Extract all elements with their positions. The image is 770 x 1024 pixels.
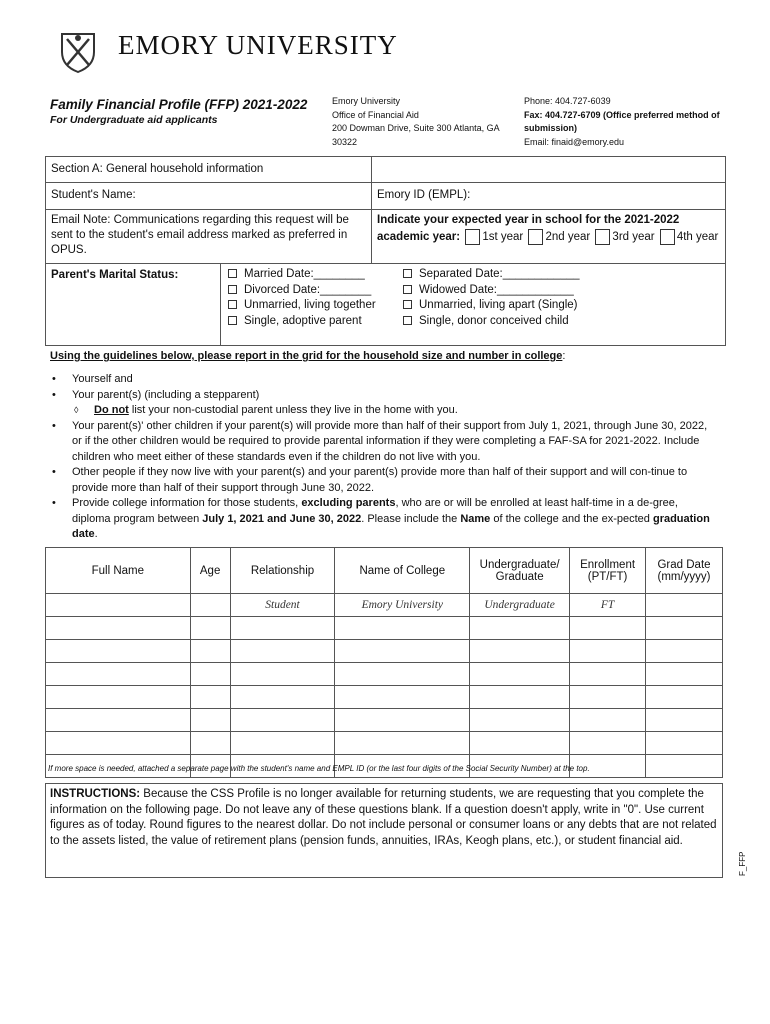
- office-contact: Phone: 404.727-6039 Fax: 404.727-6709 (Office preferred method of submission) Email: finaid@emory.edu: [524, 96, 720, 147]
- guidelines-list: [50, 372, 710, 543]
- year-in-school-cell: [371, 209, 726, 264]
- guideline-subitem: ◊ Do not list your non-custodial parent unless they live in the home with you.: [50, 403, 710, 419]
- office-address: Emory University Office of Financial Aid 200 Dowman Drive, Suite 300 Atlanta, GA 30322: [332, 96, 500, 147]
- col-relationship: Relationship: [230, 548, 335, 594]
- email-note: Email Note: Communications regarding this request will be sent to the student's email address marked as preferred in OPUS.: [51, 214, 349, 256]
- col-level: Undergraduate/ Graduate: [470, 548, 570, 594]
- marital-unmarried-apart[interactable]: Unmarried, living apart (Single): [403, 298, 580, 314]
- marital-separated[interactable]: Separated Date:____________: [403, 267, 580, 283]
- form-title: Family Financial Profile (FFP) 2021-2022: [50, 97, 308, 112]
- guideline-item: • Your parent(s)' other children if your parent(s) will provide more than half of their support from July 1, 2021, through June 30, 2022, or if the other children would be required to provide parental information if they were completing a FAF-SA for 2021-2022. Include children who meet either of these standards even if the children do not live with you.: [50, 419, 710, 466]
- year-4-checkbox[interactable]: [660, 229, 675, 245]
- marital-widowed[interactable]: Widowed Date:____________: [403, 283, 580, 299]
- table-header-row: [46, 548, 723, 594]
- marital-divorced[interactable]: Divorced Date:________: [228, 283, 376, 299]
- table-cell[interactable]: Undergraduate: [470, 594, 570, 617]
- section-a-heading: Section A: General household information: [51, 163, 264, 175]
- guideline-item: • Your parent(s) (including a stepparent): [50, 388, 710, 404]
- marital-status-cell: [45, 263, 726, 346]
- instructions-box: [45, 783, 723, 878]
- table-row-example: [46, 594, 723, 617]
- marital-single-donor[interactable]: Single, donor conceived child: [403, 314, 580, 330]
- marital-single-adoptive[interactable]: Single, adoptive parent: [228, 314, 376, 330]
- table-cell[interactable]: [46, 594, 191, 617]
- emory-shield-logo: [58, 30, 98, 74]
- guideline-item: • Other people if they now live with your parent(s) and your parent(s) provide more than half of their support and will con-tinue to provide more than half of their support through June 30, 2022.: [50, 465, 710, 496]
- table-row: [46, 709, 723, 732]
- col-college: Name of College: [335, 548, 470, 594]
- table-row: [46, 686, 723, 709]
- student-name-field[interactable]: Student's Name:: [45, 182, 372, 210]
- col-enrollment: Enrollment (PT/FT): [570, 548, 646, 594]
- col-age: Age: [190, 548, 230, 594]
- guideline-item: • Yourself and: [50, 372, 710, 388]
- section-a-blank-cell: [371, 156, 726, 183]
- table-cell[interactable]: [646, 594, 723, 617]
- university-name: EMORY UNIVERSITY: [118, 30, 398, 60]
- emory-id-field[interactable]: Emory ID (EMPL):: [371, 182, 726, 210]
- col-full-name: Full Name: [46, 548, 191, 594]
- col-grad-date: Grad Date (mm/yyyy): [646, 548, 723, 594]
- table-row: [46, 617, 723, 640]
- table-row: [46, 663, 723, 686]
- household-table: [45, 547, 723, 778]
- table-cell[interactable]: Student: [230, 594, 335, 617]
- space-note: If more space is needed, attached a separate page with the student's name and EMPL ID (or the last four digits of the Social Security Number) at the top.: [48, 764, 590, 773]
- table-cell[interactable]: FT: [570, 594, 646, 617]
- section-a-heading-cell: [45, 156, 372, 183]
- email-note-cell: [45, 209, 372, 264]
- table-cell[interactable]: Emory University: [335, 594, 470, 617]
- marital-label: Parent's Marital Status:: [51, 269, 179, 281]
- guidelines-heading: Using the guidelines below, please report in the grid for the household size and number in college:: [50, 350, 566, 362]
- guideline-item: • Provide college information for those students, excluding parents, who are or will be enrolled at least half-time in a de-gree, diploma program between July 1, 2021 and June 30, 2022. Please include the Name of the college and the ex-pected graduation date.: [50, 496, 710, 543]
- year-1-checkbox[interactable]: [465, 229, 480, 245]
- form-code: F_FFP: [738, 851, 747, 876]
- year-3-checkbox[interactable]: [595, 229, 610, 245]
- year-options: academic year: 1st year 2nd year 3rd year 4th year: [377, 229, 718, 245]
- table-cell[interactable]: [190, 594, 230, 617]
- marital-unmarried-together[interactable]: Unmarried, living together: [228, 298, 376, 314]
- marital-options-right: [403, 267, 580, 329]
- year-2-checkbox[interactable]: [528, 229, 543, 245]
- marital-married[interactable]: Married Date:________: [228, 267, 376, 283]
- year-question: Indicate your expected year in school for the 2021-2022: [377, 214, 680, 226]
- form-subtitle: For Undergraduate aid applicants: [50, 114, 218, 126]
- table-row: [46, 640, 723, 663]
- marital-options-left: [228, 267, 376, 329]
- table-row: [46, 732, 723, 755]
- instructions-text: INSTRUCTIONS: Because the CSS Profile is no longer available for returning students, we are requesting that you complete the information on the following page. Do not leave any of these questions blank. If a question doesn't apply, write in "0". Use current figures as of today. Round figures to the nearest dollar. Do not include personal or consumer loans or any debts that are not related to the assets listed, the value of retirement plans (pension funds, annuities, IRAs, Keogh plans, etc.), or student financial aid.: [50, 788, 717, 847]
